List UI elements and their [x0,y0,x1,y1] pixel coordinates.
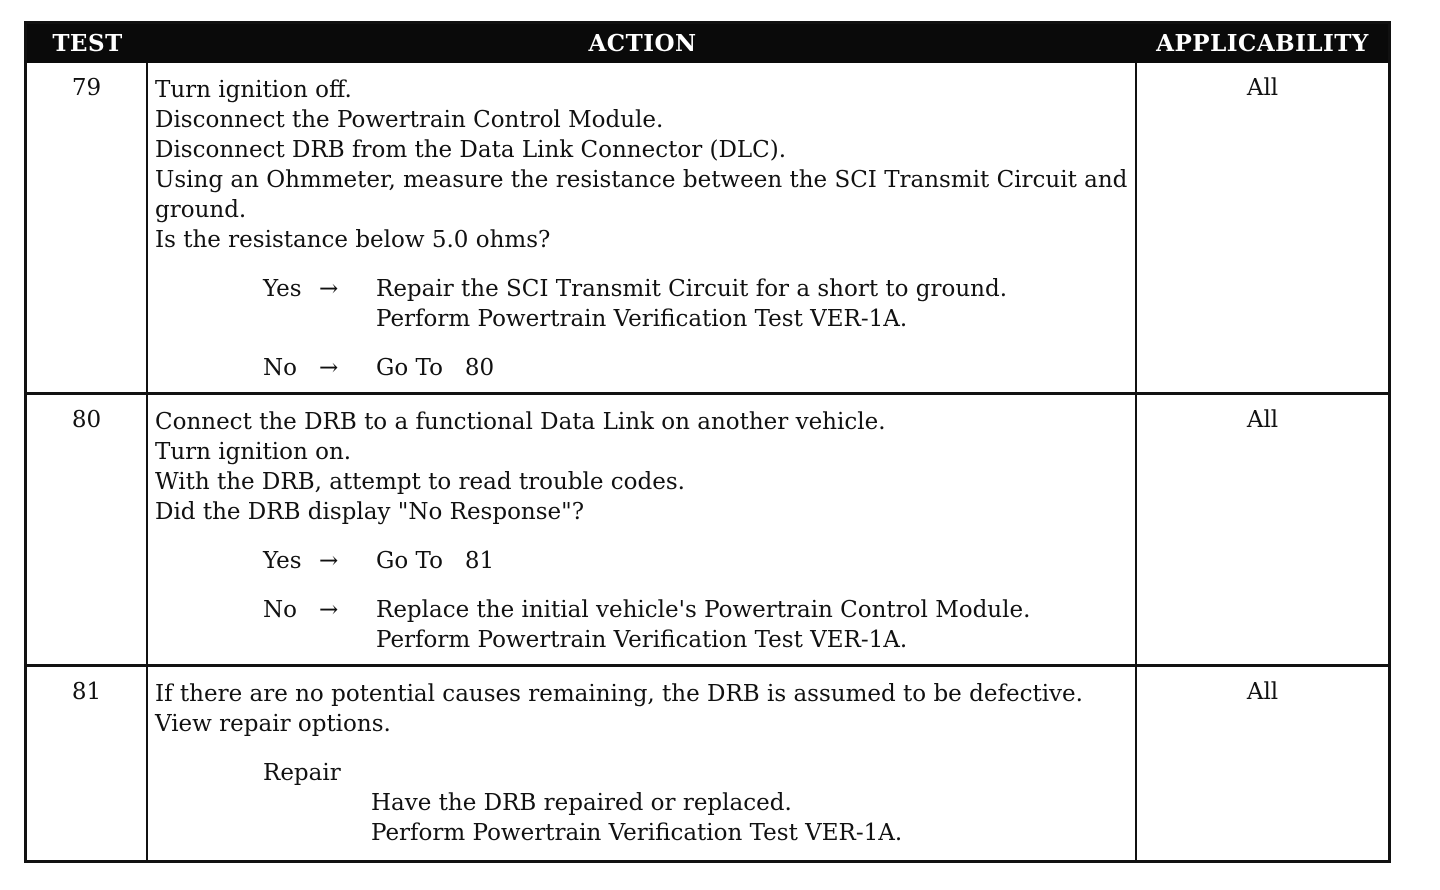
outcome-result [376,274,1129,334]
outcome-label: Yes [263,548,302,574]
applicability-value: All [1246,679,1279,705]
action-step: Is the resistance below 5.0 ohms? [155,227,551,253]
header-applicability: APPLICABILITY [1156,30,1369,57]
outcome-line: Go To 81 [376,548,495,574]
outcome-label: No [263,597,297,623]
right-arrow-icon: → [319,597,339,623]
table-row [27,392,1388,664]
action-step: Disconnect DRB from the Data Link Connector (DLC). [155,137,787,163]
test-number: 80 [27,395,148,664]
outcome-line: Repair the SCI Transmit Circuit for a short to ground. [376,276,1008,302]
action-step: Connect the DRB to a functional Data Link on another vehicle. [155,409,886,435]
repair-line: Perform Powertrain Verification Test VER-1A. [371,820,903,846]
table-row [27,63,1388,392]
action-step: Using an Ohmmeter, measure the resistance between the SCI Transmit Circuit and ground. [155,167,1128,223]
applicability-value: All [1246,407,1279,433]
outcome-line: Perform Powertrain Verification Test VER-1A. [376,627,908,653]
right-arrow-icon: → [319,355,339,381]
header-action: ACTION [588,30,697,57]
action-cell [148,63,1137,392]
action-step: Turn ignition off. [155,77,352,103]
test-number: 81 [27,667,148,860]
outcome-line: Perform Powertrain Verification Test VER-1A. [376,306,908,332]
outcome-yes [263,274,1129,334]
header-test: TEST [52,30,123,57]
action-step: View repair options. [155,711,391,737]
right-arrow-icon: → [319,548,339,574]
outcome-result [376,546,1129,576]
outcome-no [263,595,1129,655]
action-cell [148,667,1137,860]
repair-line: Have the DRB repaired or replaced. [371,790,792,816]
outcome-no [263,353,1129,383]
outcome-line: Go To 80 [376,355,495,381]
test-number: 79 [27,63,148,392]
repair-label: Repair [263,760,341,786]
outcome-result [376,595,1129,655]
action-step: Turn ignition on. [155,439,352,465]
outcome-yes [263,546,1129,576]
table-header [27,24,1388,63]
diagnostic-test-table [24,21,1391,863]
action-step: With the DRB, attempt to read trouble codes. [155,469,685,495]
outcome-line: Replace the initial vehicle's Powertrain Control Module. [376,597,1031,623]
outcome-label: Yes [263,276,302,302]
right-arrow-icon: → [319,276,339,302]
outcome-result [376,353,1129,383]
action-step: Disconnect the Powertrain Control Module. [155,107,664,133]
repair-option [263,758,1129,848]
action-step: If there are no potential causes remaining, the DRB is assumed to be defective. [155,681,1083,707]
table-row [27,664,1388,860]
action-step: Did the DRB display "No Response"? [155,499,585,525]
action-cell [148,395,1137,664]
applicability-value: All [1246,75,1279,101]
repair-detail [371,788,1129,848]
outcome-label: No [263,355,297,381]
